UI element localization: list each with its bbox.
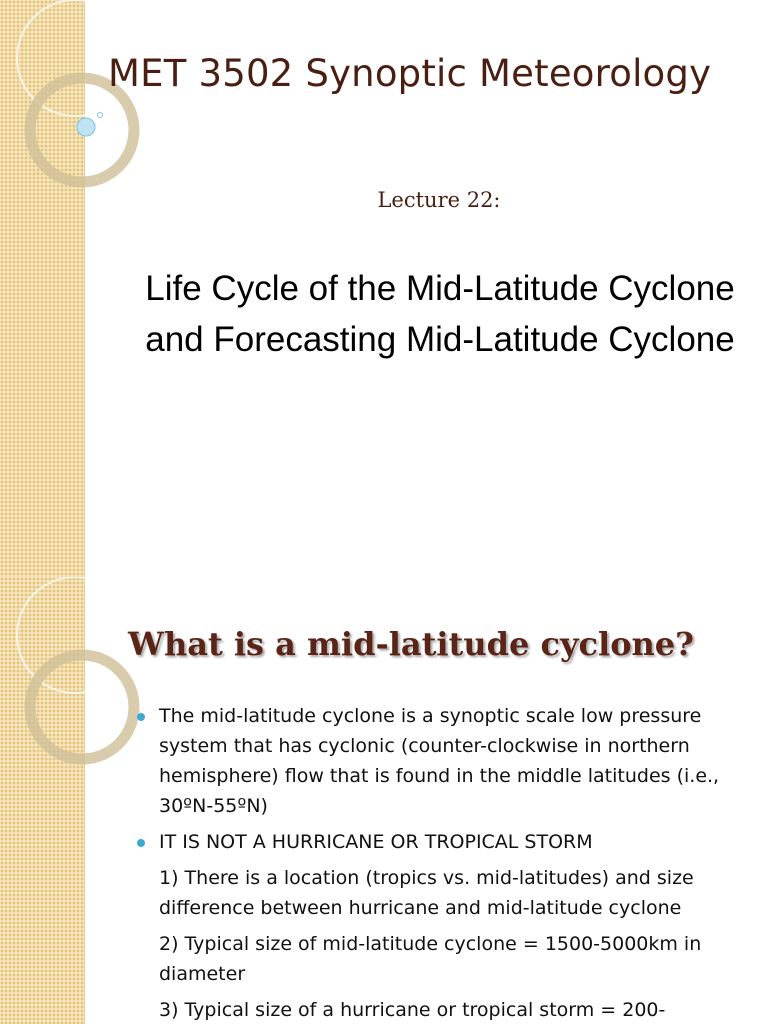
list-item: IT IS NOT A HURRICANE OR TROPICAL STORM — [135, 827, 747, 857]
list-item: 3) Typical size of a hurricane or tropical storm = 200- — [159, 999, 666, 1021]
content-slide — [0, 577, 768, 1024]
slide-title: What is a mid-latitude cyclone? — [128, 625, 694, 663]
decorative-rings-icon — [0, 0, 140, 200]
lecture-label: Lecture 22: — [377, 188, 501, 212]
subtitle-line: Life Cycle of the Mid-Latitude Cyclone — [145, 269, 735, 308]
bullet-list — [135, 701, 747, 1024]
subtitle-line: and Forecasting Mid-Latitude Cyclone — [145, 320, 735, 359]
decorative-rings-icon — [0, 577, 140, 777]
list-item: The mid-latitude cyclone is a synoptic scale low pressure system that has cyclonic (counter-clockwise in northern hemisphere) flow that is found in the middle latitudes (i.e., 30ºN-55ºN) — [135, 701, 747, 821]
list-item: 2) Typical size of mid-latitude cyclone = 1500-5000km in diameter — [159, 933, 702, 985]
slide-title: MET 3502 Synoptic Meteorology — [108, 52, 712, 95]
slide-subtitle — [100, 266, 768, 368]
list-item: 1) There is a location (tropics vs. mid-latitudes) and size difference between hurricane and mid-latitude cyclone — [159, 867, 694, 919]
